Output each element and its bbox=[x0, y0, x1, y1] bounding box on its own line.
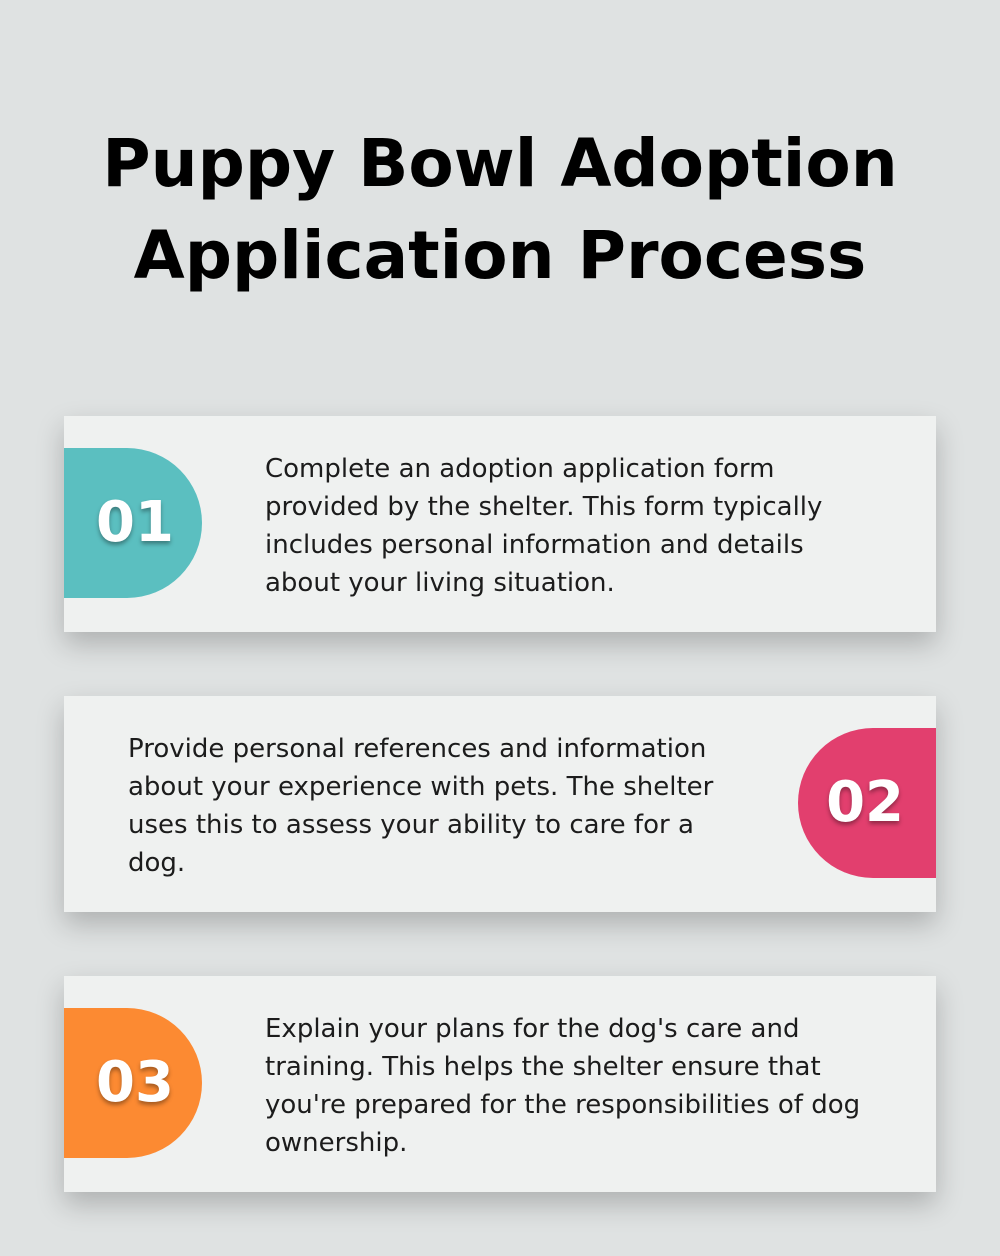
page-title bbox=[0, 118, 1000, 302]
step-description-1: Complete an adoption application form provided by the shelter. This form typically includes personal information and details about your living situation. bbox=[265, 454, 823, 598]
step-card-3 bbox=[64, 976, 936, 1192]
step-card-2 bbox=[64, 696, 936, 912]
step-number-badge-1: 01 bbox=[64, 448, 202, 598]
title-line-1: Puppy Bowl Adoption bbox=[102, 125, 898, 202]
step-number-badge-2: 02 bbox=[798, 728, 936, 878]
step-description-2: Provide personal references and information about your experience with pets. The shelter uses this to assess your ability to care for a dog. bbox=[128, 734, 714, 878]
step-number-badge-3: 03 bbox=[64, 1008, 202, 1158]
step-description-3: Explain your plans for the dog's care and training. This helps the shelter ensure that you're prepared for the responsibilities of dog ownership. bbox=[265, 1014, 861, 1158]
step-card-1 bbox=[64, 416, 936, 632]
title-line-2: Application Process bbox=[133, 217, 867, 294]
